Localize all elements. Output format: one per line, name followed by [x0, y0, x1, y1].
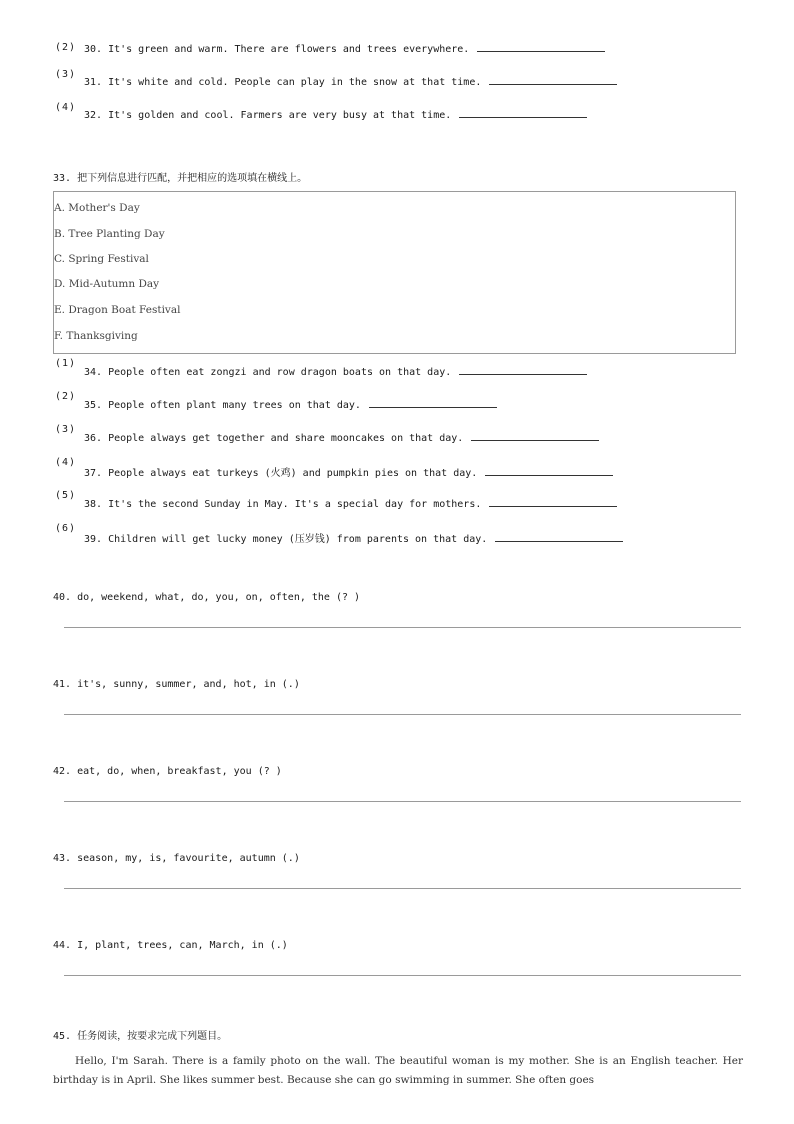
question-item [84, 530, 623, 545]
question-item [84, 365, 587, 378]
answer-line[interactable] [64, 975, 741, 976]
option: A. Mother's Day [54, 202, 140, 214]
question-heading: 45. 任务阅读，按要求完成下列题目。 [53, 1031, 228, 1042]
item-number: (2) [55, 42, 77, 53]
answer-line[interactable] [64, 888, 741, 889]
answer-blank[interactable] [369, 398, 497, 408]
answer-line[interactable] [64, 627, 741, 628]
question-text: 40. do, weekend, what, do, you, on, often, the (? ) [53, 592, 361, 603]
question-text: 39. Children will get lucky money (压岁钱) from parents on that day. [84, 534, 488, 545]
question-item [84, 431, 599, 444]
question-item [84, 42, 605, 55]
question-text: 42. eat, do, when, breakfast, you (? ) [53, 766, 282, 777]
item-number: (3) [55, 69, 77, 80]
question-item [84, 108, 587, 121]
item-number: (6) [55, 523, 77, 534]
item-number: (1) [55, 358, 77, 369]
question-text: 36. People always get together and share mooncakes on that day. [84, 433, 464, 444]
item-number: (3) [55, 424, 77, 435]
option: E. Dragon Boat Festival [54, 304, 181, 316]
answer-blank[interactable] [485, 466, 613, 476]
item-number: (5) [55, 490, 77, 501]
options-box [53, 191, 736, 354]
question-text: 38. It's the second Sunday in May. It's a special day for mothers. [84, 499, 482, 510]
answer-blank[interactable] [495, 532, 623, 542]
question-heading: 33. 把下列信息进行匹配，并把相应的选项填在横线上。 [53, 173, 308, 184]
answer-blank[interactable] [459, 365, 587, 375]
question-text: 31. It's white and cold. People can play in the snow at that time. [84, 77, 482, 88]
question-text: 37. People always eat turkeys (火鸡) and pumpkin pies on that day. [84, 468, 478, 479]
question-text: 43. season, my, is, favourite, autumn (.) [53, 853, 300, 864]
question-item [84, 464, 613, 479]
option: D. Mid-Autumn Day [54, 278, 160, 290]
answer-blank[interactable] [459, 108, 587, 118]
question-item [84, 75, 617, 88]
answer-blank[interactable] [489, 75, 617, 85]
item-number: (4) [55, 457, 77, 468]
question-text: 34. People often eat zongzi and row dragon boats on that day. [84, 367, 452, 378]
passage-text: Hello, I'm Sarah. There is a family photo on the wall. The beautiful woman is my mother. She is an English teacher. Her birthday is in April. She likes summer best. Because she can go swimming in summer. She often goes [53, 1055, 743, 1086]
question-text: 30. It's green and warm. There are flowers and trees everywhere. [84, 44, 470, 55]
item-number: (4) [55, 102, 77, 113]
answer-line[interactable] [64, 714, 741, 715]
item-number: (2) [55, 391, 77, 402]
question-text: 35. People often plant many trees on that day. [84, 400, 361, 411]
question-text: 44. I, plant, trees, can, March, in (.) [53, 940, 288, 951]
question-text: 32. It's golden and cool. Farmers are very busy at that time. [84, 110, 452, 121]
answer-blank[interactable] [477, 42, 605, 52]
question-item [84, 497, 617, 510]
option: F. Thanksgiving [54, 330, 138, 342]
option: C. Spring Festival [54, 253, 149, 265]
answer-line[interactable] [64, 801, 741, 802]
answer-blank[interactable] [489, 497, 617, 507]
option: B. Tree Planting Day [54, 228, 165, 240]
question-text: 41. it's, sunny, summer, and, hot, in (.) [53, 679, 300, 690]
reading-passage [53, 1052, 743, 1090]
question-item [84, 398, 497, 411]
answer-blank[interactable] [471, 431, 599, 441]
